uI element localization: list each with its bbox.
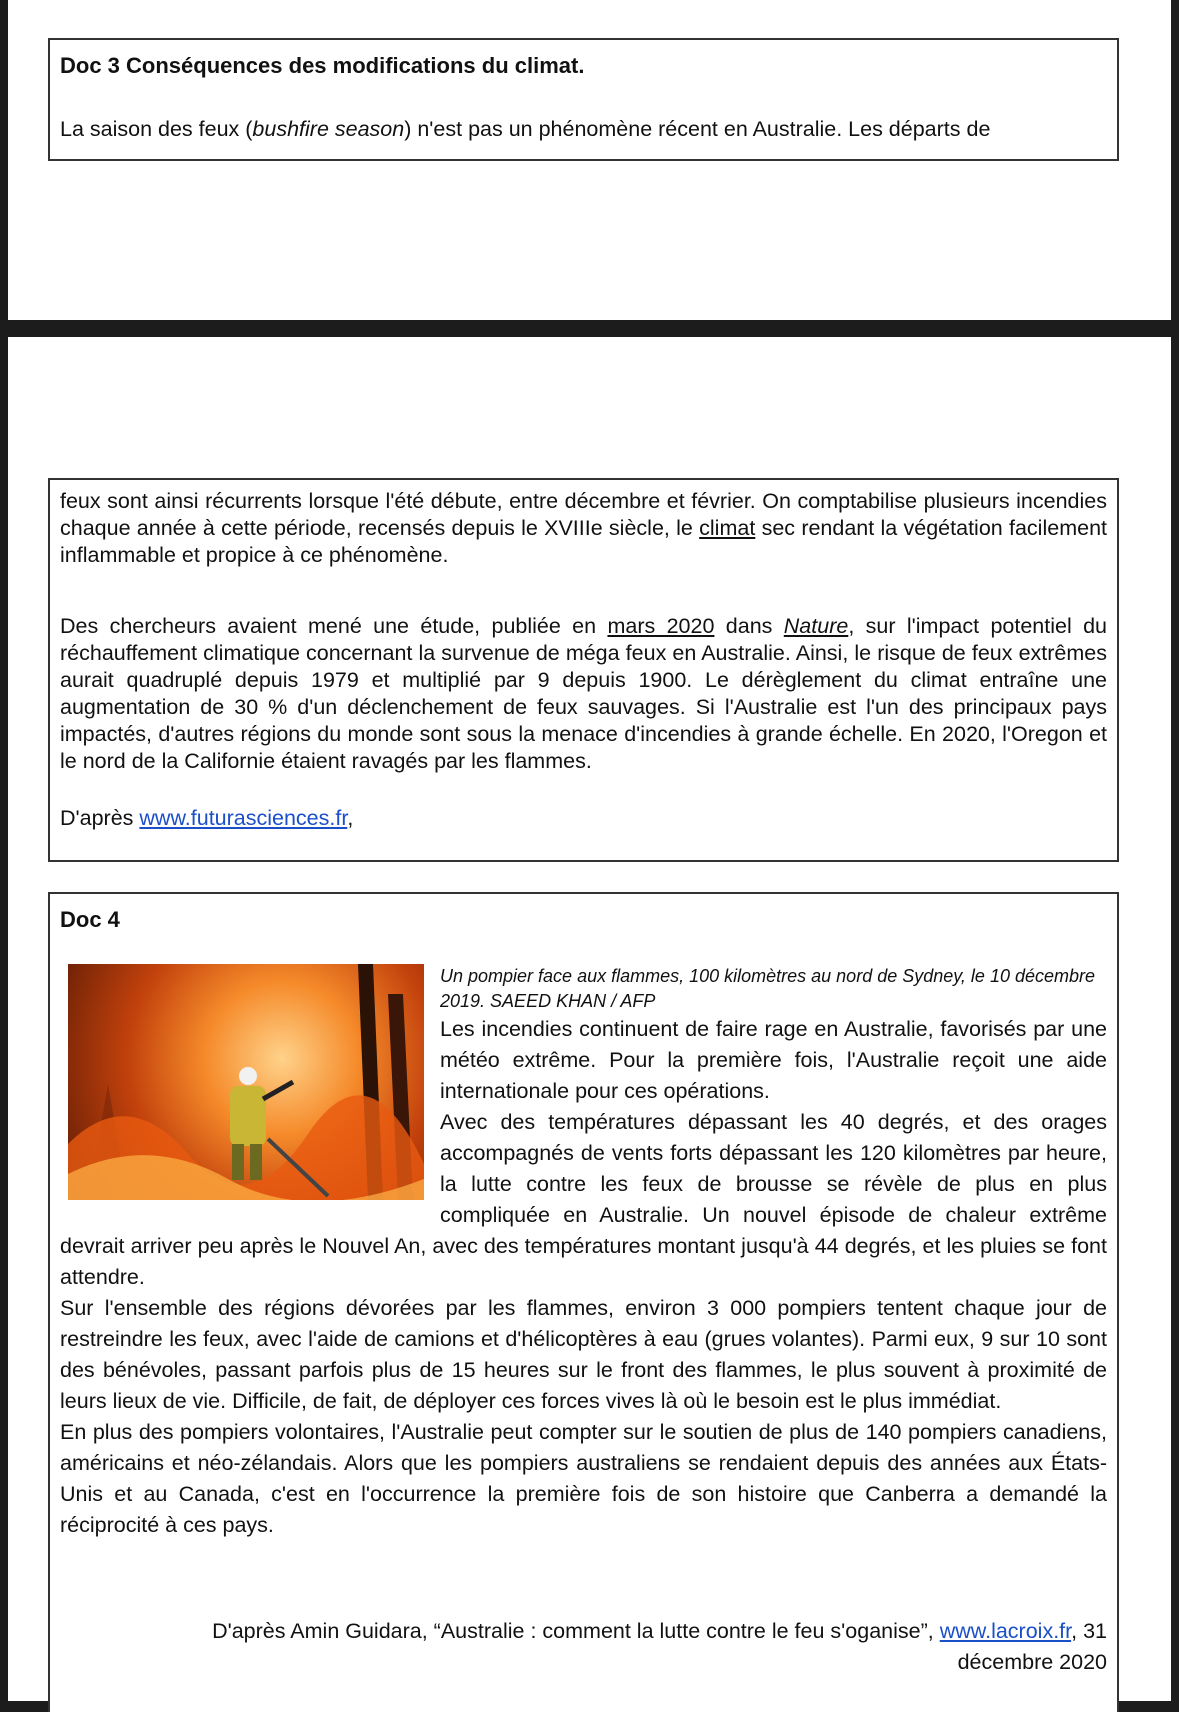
doc4-title: Doc 4 <box>60 907 120 932</box>
photo-caption: Un pompier face aux flammes, 100 kilomètres au nord de Sydney, le 10 décembre 2019. SAEED KHAN / AFP <box>440 966 1096 1011</box>
page-1 <box>8 0 1171 320</box>
doc3-source: D'après www.futurasciences.fr, <box>60 806 354 830</box>
doc4-credit: D'après Amin Guidara, “Australie : comment la lutte contre le feu s'oganise”, www.lacroix.fr, 31 décembre 2020 <box>212 1619 1107 1674</box>
climat-link[interactable]: climat <box>699 516 756 540</box>
lacroix-link[interactable]: www.lacroix.fr <box>939 1619 1072 1643</box>
doc4-paragraph-4: En plus des pompiers volontaires, l'Australie peut compter sur le soutien de plus de 140 pompiers canadiens, américains et néo-zélandais. Alors que les pompiers australiens se rendaient depuis des années aux États-Unis et au Canada, c'est en l'occurrence la première fois de son histoire que Canberra a demandé la réciprocité à ces pays. <box>60 1420 1107 1537</box>
futurasciences-link[interactable]: www.futurasciences.fr <box>139 806 348 830</box>
nature-link[interactable]: Nature <box>783 614 849 638</box>
doc3-paragraph-2: Des chercheurs avaient mené une étude, publiée en mars 2020 dans Nature, sur l'impact potentiel du réchauffement climatique concernant la survenue de méga feux en Australie. Ainsi, le risque de feux extrêmes aurait quadruplé depuis 1979 et multiplié par 9 depuis 1900. Le dérèglement du climat entraîne une augmentation de 30 % d'un déclenchement de feux sauvages. Si l'Australie est l'un des principaux pays impactés, d'autres régions du monde sont sous la menace d'incendies à grande échelle. En 2020, l'Oregon et le nord de la Californie étaient ravagés par les flammes. <box>60 614 1108 773</box>
firefighter-photo <box>68 964 424 1200</box>
doc3-title: Doc 3 Conséquences des modifications du climat. <box>60 53 585 78</box>
doc3-box-top <box>48 38 1119 161</box>
mars-2020-link[interactable]: mars 2020 <box>607 614 715 638</box>
page-2 <box>8 337 1171 1701</box>
doc4-paragraph-1: Les incendies continuent de faire rage en Australie, favorisés par une météo extrême. Pour la première fois, l'Australie reçoit une aide internationale pour ces opérations. <box>440 1017 1107 1103</box>
doc4-box <box>48 892 1119 1712</box>
doc3-paragraph-1: feux sont ainsi récurrents lorsque l'été débute, entre décembre et février. On comptabilise plusieurs incendies chaque année à cette période, recensés depuis le XVIIIe siècle, le climat sec rendant la végétation facilement inflammable et propice à ce phénomène. <box>60 489 1107 567</box>
doc3-intro: La saison des feux (bushfire season) n'est pas un phénomène récent en Australie. Les départs de <box>60 117 991 141</box>
doc3-box-continued <box>48 478 1119 862</box>
doc4-body <box>60 964 1107 1541</box>
firefighter-illustration <box>68 964 424 1200</box>
doc4-paragraph-3: Sur l'ensemble des régions dévorées par les flammes, environ 3 000 pompiers tentent chaque jour de restreindre les feux, avec l'aide de camions et d'hélicoptères à eau (grues volantes). Parmi eux, 9 sur 10 sont des bénévoles, passant parfois plus de 15 heures sur le front des flammes, le plus souvent à proximité de leurs lieux de vie. Difficile, de fait, de déployer ces forces vives là où le besoin est le plus immédiat. <box>60 1296 1107 1413</box>
doc4-paragraph-2: Avec des températures dépassant les 40 degrés, et des orages accompagnés de vents forts dépassant les 120 kilomètres par heure, la lutte contre les feux de brousse se révèle de plus en plus compliquée en Australie. Un nouvel épisode de chaleur extrême devrait arriver peu après le Nouvel An, avec des températures montant jusqu'à 44 degrés, et les pluies se font attendre. <box>60 1110 1107 1289</box>
